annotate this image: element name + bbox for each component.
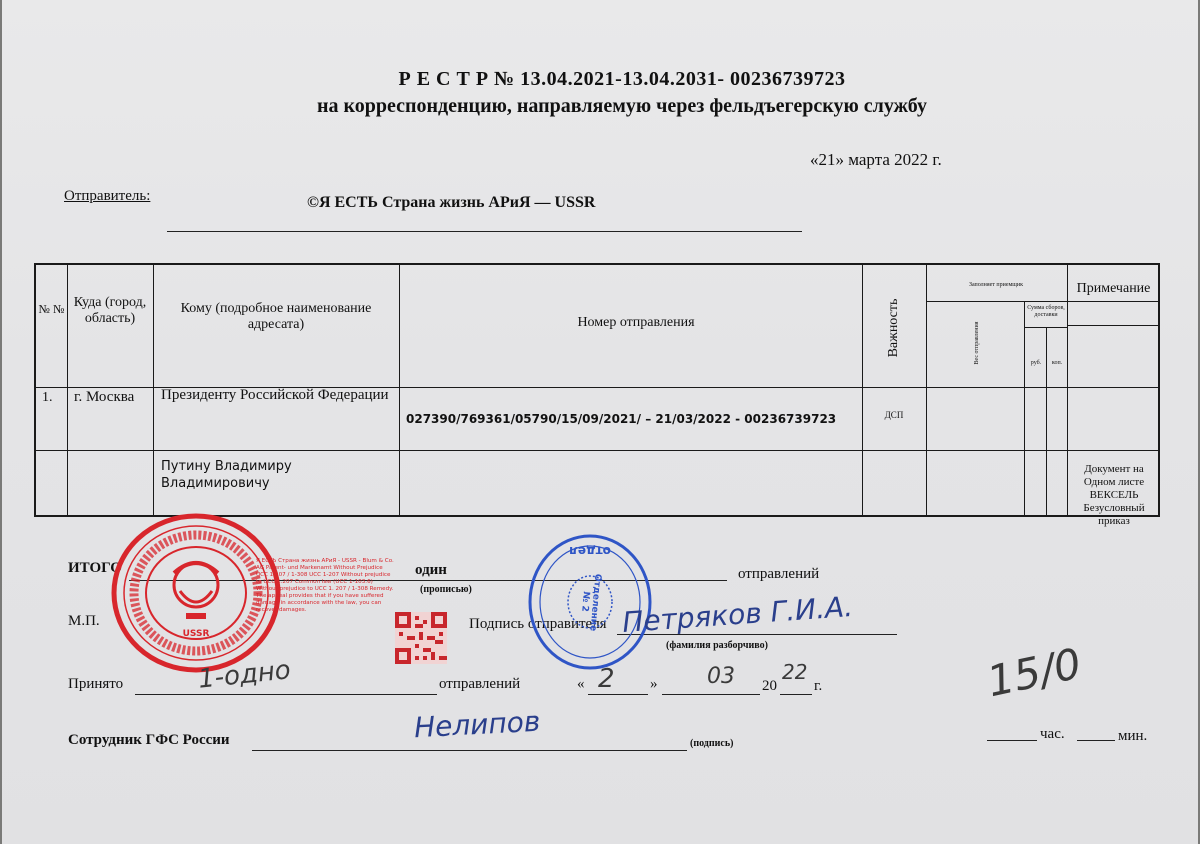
col-divider (399, 265, 400, 515)
row-divider (926, 301, 1160, 302)
header-amount: Сумма сборов, доставки (1027, 305, 1065, 318)
minutes-underline (1077, 740, 1115, 741)
accepted-year-handwriting: 22 (782, 660, 808, 684)
accepted-day-underline (588, 694, 648, 695)
row1-num: 1. (42, 390, 53, 405)
row1-to-whom: Президенту Российской Федерации (161, 387, 389, 403)
accepted-underline (135, 694, 437, 695)
header-number: Номер отправления (577, 315, 695, 330)
employee-label: Сотрудник ГФС России (68, 732, 230, 748)
employee-signature-handwriting: Нелипов (413, 704, 542, 745)
employee-underline (252, 750, 687, 751)
accepted-year-suffix: г. (814, 678, 823, 694)
col-divider (862, 265, 863, 515)
register-title: Р Е С Т Р № 13.04.2021-13.04.2031- 00236739723 (398, 68, 846, 90)
accepted-month-handwriting: 03 (707, 664, 735, 689)
row-divider (36, 450, 1160, 451)
accepted-month-underline (662, 694, 760, 695)
header-num: № № (38, 302, 65, 316)
total-suffix: отправлений (738, 566, 820, 582)
col-divider (1046, 327, 1047, 515)
blue-seal-text: отдел (569, 544, 611, 558)
header-importance: Важность (886, 298, 901, 358)
header-to-whom: Кому (подробное наименование адресата) (180, 301, 372, 332)
row1-number: 027390/769361/05790/15/09/2021/ – 21/03/2022 - 00236739723 (406, 412, 837, 426)
row-divider (1067, 325, 1160, 326)
col-divider (926, 265, 927, 515)
time-handwriting: 15/0 (982, 638, 1086, 707)
accepted-year-underline (780, 694, 812, 695)
red-seal-text (120, 313, 121, 314)
sender-label: Отправитель: (64, 188, 151, 204)
header-kop: коп. (1051, 360, 1063, 366)
accepted-quote-open: « (577, 676, 585, 692)
document-sheet (2, 0, 1198, 844)
accepted-suffix: отправлений (439, 676, 521, 692)
accepted-count-handwriting: 1-одно (196, 655, 293, 695)
row2-note: Документ на Одном листе ВЕКСЕЛЬ Безусловный приказ (1083, 463, 1145, 527)
header-filled-by-receiver: Заполняет приемщик (968, 282, 1024, 288)
row-divider (1024, 327, 1067, 328)
header-note: Примечание (1076, 281, 1151, 296)
col-divider (1067, 265, 1068, 515)
total-value: один (415, 562, 447, 578)
header-where: Куда (город, область) (73, 295, 147, 326)
sender-sign-label: Подпись отправителя (469, 616, 607, 632)
header-rub: руб. (1030, 360, 1042, 366)
register-table (34, 263, 1160, 527)
col-divider (153, 265, 154, 515)
red-seal-bottom-text: USSR (182, 629, 210, 639)
sender-sign-hint: (фамилия разборчиво) (666, 640, 768, 651)
sender-signature-handwriting: Петряков Г.И.А. (621, 589, 854, 640)
header-weight: Вес отправления (974, 321, 980, 365)
total-label: ИТОГО (68, 560, 122, 576)
accepted-label: Принято (68, 676, 124, 692)
sender-underline (167, 231, 802, 232)
minutes-label: мин. (1118, 728, 1148, 744)
total-hint: (прописью) (420, 584, 472, 595)
hours-underline (987, 740, 1037, 741)
red-legal-notice: Я ЕСТЬ Страна жизнь АРиЯ - USSR - Blum & Co. AG Patent- und Markenamt Without Prejudice UCC 1.207 / 1-308 UCC 1-207 Without prejudice to UCC 1.207 Common law (UCC 1-103.6) Without prejudice to UCC 1. 207 / 1-308 Remedy. The appeal provides that if you have suffered damage in accordance with the law, you can recover damages. (256, 558, 394, 613)
row1-where: г. Москва (74, 389, 135, 405)
accepted-year-prefix: 20 (762, 678, 777, 694)
sender-value: ©Я ЕСТЬ Страна жизнь АРиЯ — USSR (307, 194, 596, 211)
row1-importance: ДСП (884, 410, 904, 420)
row2-to-whom: Путину Владимиру Владимировичу (161, 459, 292, 491)
register-subtitle: на корреспонденцию, направляемую через фельдъегерскую службу (316, 95, 928, 117)
mp-label: М.П. (68, 613, 100, 629)
hours-label: час. (1040, 726, 1065, 742)
register-date: «21» марта 2022 г. (810, 150, 942, 169)
blue-seal-inner-text: Отделение № 2 (579, 573, 603, 632)
accepted-quote-close: » (650, 676, 658, 692)
qr-code (395, 612, 447, 664)
accepted-day-handwriting: 2 (598, 664, 615, 694)
col-divider (1024, 301, 1025, 515)
employee-hint: (подпись) (690, 738, 734, 749)
blue-round-seal (527, 532, 653, 672)
